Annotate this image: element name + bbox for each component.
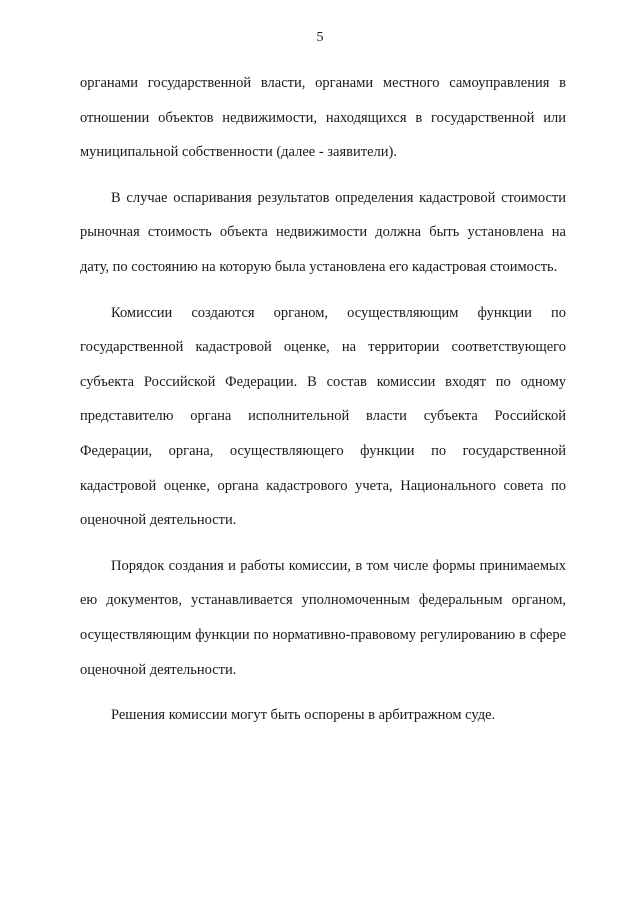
paragraph-continuation: органами государственной власти, органами местного самоуправления в отношении объектов недвижимости, находящихся в государственной или муниципальной собственности (далее - заявители). bbox=[80, 75, 566, 161]
paragraph-commission-procedure: Порядок создания и работы комиссии, в том числе формы принимаемых ею документов, устанавливается уполномоченным федеральным органом, осуществляющим функции по нормативно-правовому регулированию в сфере оценочной деятельности. bbox=[80, 557, 566, 678]
paragraph-commission-appeal: Решения комиссии могут быть оспорены в арбитражном суде. bbox=[111, 707, 496, 724]
body-text bbox=[80, 66, 566, 744]
page-number: 5 bbox=[316, 30, 324, 45]
paragraph-commission-composition: Комиссии создаются органом, осуществляющим функции по государственной кадастровой оценке, на территории соответствующего субъекта Российской Федерации. В состав комиссии входят по одному представителю органа исполнительной власти субъекта Российской Федерации, органа, осуществляющего функции по государственной кадастровой оценке, органа кадастрового учета, Национального совета по оценочной деятельности. bbox=[80, 304, 566, 529]
paragraph-cadastral-value-dispute: В случае оспаривания результатов определения кадастровой стоимости рыночная стоимость объекта недвижимости должна быть установлена на дату, по состоянию на которую была установлена его кадастровая стоимость. bbox=[80, 189, 566, 275]
